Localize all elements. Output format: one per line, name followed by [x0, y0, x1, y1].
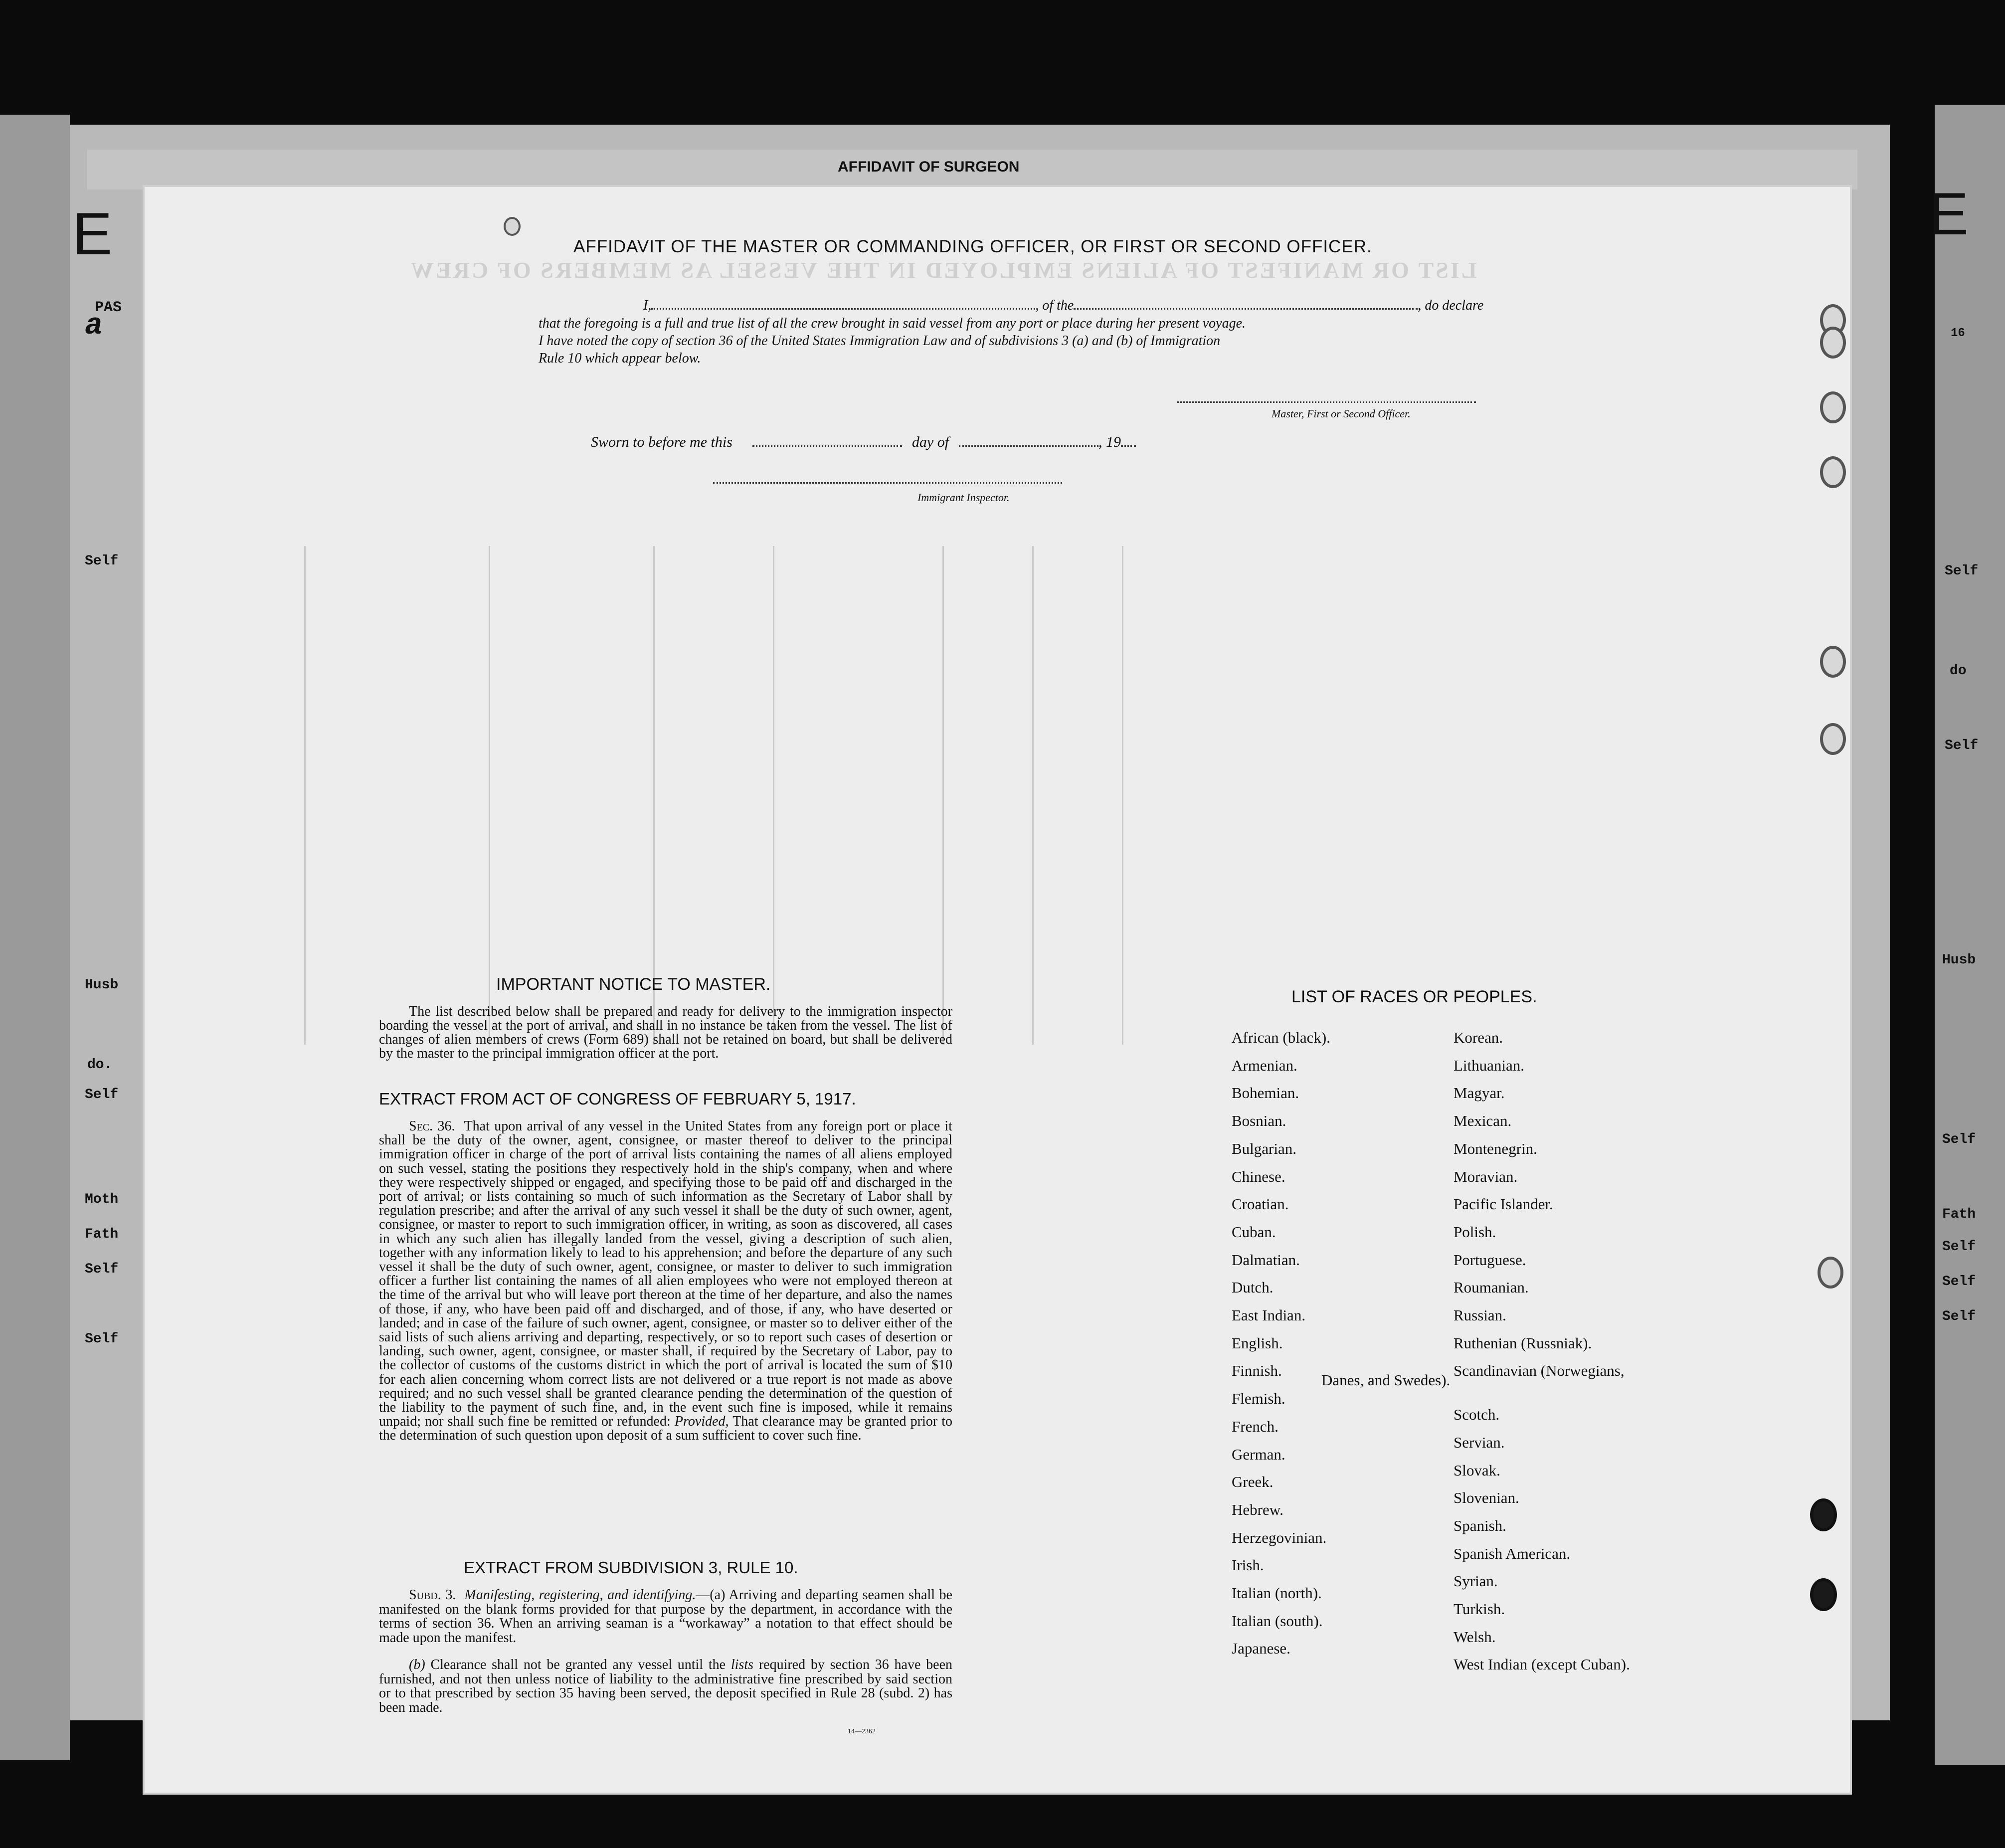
race-entry: Bosnian. — [1232, 1112, 1286, 1130]
extract-rule-title: EXTRACT FROM SUBDIVISION 3, RULE 10. — [464, 1558, 798, 1577]
affidavit-line-4: Rule 10 which appear below. — [539, 351, 701, 366]
left-fragment: Self — [85, 554, 119, 569]
right-fragment: do — [1950, 663, 1967, 679]
race-entry: Bohemian. — [1232, 1084, 1299, 1102]
race-entry: Cuban. — [1232, 1223, 1276, 1241]
race-entry: Chinese. — [1232, 1167, 1285, 1185]
para-b-text-2: required by section 36 have been furnished, and not then unless notice of liability to the administrative fine prescribed by said section or to that prescribed by section 35 having been served, the deposit specified in Rule 28 (subd. 2) has been made. — [379, 1657, 953, 1715]
sworn-year-field[interactable] — [1121, 445, 1136, 447]
race-entry: Dutch. — [1232, 1279, 1274, 1296]
left-fragment: Moth — [85, 1192, 119, 1207]
affidavit-surgeon-title: AFFIDAVIT OF SURGEON — [838, 159, 1020, 175]
extract-rule-para-b — [379, 1658, 952, 1715]
race-entry: Irish. — [1232, 1556, 1264, 1574]
affidavit-declaration-line — [593, 298, 1483, 314]
race-entry: Bulgarian. — [1232, 1139, 1296, 1157]
punch-hole — [1820, 646, 1846, 678]
race-entry: Greek. — [1232, 1473, 1274, 1491]
sworn-day-of: day of — [911, 434, 949, 450]
punch-hole — [1820, 327, 1846, 359]
race-entry: Polish. — [1454, 1223, 1496, 1241]
ghost-column-line — [1122, 546, 1123, 1045]
ghost-column-line — [653, 546, 655, 1045]
background-sheet-left — [0, 115, 70, 1760]
race-entry: Scandinavian (Norwegians, — [1454, 1362, 1625, 1380]
ghost-column-line — [773, 546, 774, 1045]
affidavit-do-declare: , do declare — [1418, 298, 1484, 313]
left-fragment: E — [72, 200, 113, 267]
punch-hole — [1818, 1257, 1843, 1289]
race-entry: Finnish. — [1232, 1362, 1282, 1380]
subd-heading: Manifesting, registering, and identifying. — [464, 1587, 696, 1603]
extract-act-title: EXTRACT FROM ACT OF CONGRESS OF FEBRUARY 5, 1917. — [379, 1090, 856, 1108]
punch-hole — [1820, 456, 1846, 488]
left-fragment: Self — [85, 1087, 119, 1103]
provided-word: Provided, — [674, 1414, 729, 1430]
sworn-text: Sworn to before me this — [591, 434, 732, 450]
subd-label: Subd. 3. — [409, 1587, 456, 1603]
race-entry: Japanese. — [1232, 1640, 1290, 1658]
master-signature-label: Master, First or Second Officer. — [1272, 407, 1411, 420]
extract-act-body — [379, 1119, 952, 1443]
race-entry: Slovak. — [1454, 1461, 1500, 1479]
left-fragment: do. — [87, 1057, 113, 1073]
affidavit-line-3: I have noted the copy of section 36 of the United States Immigration Law and of subdivisions 3 (a) and (b) of Immigration — [539, 333, 1221, 349]
race-entry: French. — [1232, 1417, 1278, 1435]
race-entry: Dalmatian. — [1232, 1251, 1300, 1269]
race-entry: Korean. — [1454, 1029, 1503, 1046]
main-document-page — [145, 187, 1850, 1793]
right-fragment: Self — [1942, 1239, 1976, 1255]
race-entry: Moravian. — [1454, 1167, 1518, 1185]
race-entry: Italian (north). — [1232, 1584, 1322, 1602]
race-entry: Magyar. — [1454, 1084, 1505, 1102]
race-entry: Spanish American. — [1454, 1544, 1571, 1562]
ghost-column-line — [304, 546, 306, 1045]
sworn-line — [591, 434, 1136, 451]
sec-36-text: That upon arrival of any vessel in the United States from any foreign port or place it shall be the duty of the owner, agent, consignee, or master thereof to deliver to the principal immigration officer in charge of the port of arrival lists containing the names of all aliens employed on such vessel, stating the positions they respectively hold in the ship's company, when and where they were respectively shipped or engaged, and specifying those to be paid off and discharged in the port of arrival; or lists containing so much of such information as the Secretary of Labor shall by regulation prescribe; and after the arrival of any such vessel it shall be the duty of such owner, agent, consignee, or master to report to such immigration officer, in writing, as soon as discovered, all cases in which any such alien has illegally landed from the vessel, giving a description of such alien, together with any information likely to lead to his apprehension; and before the departure of any such vessel it shall be the duty of such owner, agent, consignee, or master to deliver to such immigration officer a further list containing the names of all alien employees who were not employed thereon at the time of the arrival but who will leave port thereon at the time of her departure, and also the names of those, if any, who have been paid off and discharged, and of those, if any, who have deserted or landed; and in case of the failure of such owner, agent, consignee, or master so to deliver either of the said lists of such aliens arriving and departing, respectively, or so to report such cases of desertion or landing, such owner, agent, consignee, or master shall, if required by the Secretary of Labor, pay to the collector of customs of the customs district in which the port of arrival is located the sum of $10 for each alien concerning whom correct lists are not delivered or a true report is not made as above required; and no such vessel shall be granted clearance pending the determination of the question of the liability to the payment of such fine, and, in the event such fine is imposed, while it remains unpaid; nor shall such fine be remitted or refunded: — [379, 1118, 952, 1430]
affidavit-of-the: , of the — [1035, 298, 1074, 313]
left-fragment: Self — [85, 1262, 119, 1277]
left-fragment: a — [85, 309, 103, 343]
right-fragment: Self — [1945, 738, 1979, 753]
inspector-signature-label: Immigrant Inspector. — [917, 491, 1010, 504]
notice-body: The list described below shall be prepared and ready for delivery to the immigration inspector boarding the vessel at the port of arrival, and shall in no instance be taken from the vessel. The list of changes of alien members of crews (Form 689) shall not be retained on board, but shall be delivered by the master to the principal immigration officer at the port. — [379, 1004, 952, 1061]
para-b-label: (b) — [409, 1657, 425, 1672]
right-fragment: Self — [1945, 563, 1979, 579]
race-entry: Hebrew. — [1232, 1500, 1283, 1518]
race-entry: West Indian (except Cuban). — [1454, 1656, 1630, 1673]
subd-para-a: —(a) Arriving and departing seamen shall be manifested on the blank forms provided for that purpose by the department, in accordance with the terms of section 36. When an arriving seaman is a “workaway” a notation to that effect should be made upon the manifest. — [379, 1587, 952, 1646]
race-entry-continuation: Danes, and Swedes). — [1321, 1371, 1451, 1389]
left-fragment: Fath — [85, 1227, 119, 1242]
race-entry: Ruthenian (Russniak). — [1454, 1334, 1592, 1352]
race-entry: Montenegrin. — [1454, 1139, 1537, 1157]
inspector-signature-line[interactable] — [713, 482, 1062, 484]
right-fragment: Self — [1942, 1274, 1976, 1290]
vessel-name-field[interactable] — [1074, 308, 1418, 310]
master-signature-line[interactable] — [1177, 401, 1476, 403]
punch-hole — [1820, 723, 1846, 755]
sworn-month-field[interactable] — [959, 445, 1098, 447]
right-fragment: 16 — [1951, 327, 1965, 340]
race-entry: Italian (south). — [1232, 1612, 1323, 1630]
bleed-through-title: LIST OR MANIFEST OF ALIENS EMPLOYED IN THE VESSEL AS MEMBERS OF CREW — [409, 257, 1477, 283]
sec-36-label: Sec. 36. — [409, 1118, 455, 1134]
extract-rule-para-a — [379, 1588, 952, 1645]
notice-title: IMPORTANT NOTICE TO MASTER. — [496, 975, 771, 994]
ghost-column-line — [489, 546, 490, 1045]
race-entry: Servian. — [1454, 1433, 1505, 1451]
race-entry: Russian. — [1454, 1306, 1506, 1324]
race-entry: German. — [1232, 1445, 1285, 1463]
punch-hole — [1820, 391, 1846, 423]
races-title: LIST OF RACES OR PEOPLES. — [1291, 987, 1537, 1006]
ghost-column-line — [1032, 546, 1034, 1045]
sworn-day-field[interactable] — [752, 445, 902, 447]
race-entry: Herzegovinian. — [1232, 1528, 1327, 1546]
race-entry: Croatian. — [1232, 1195, 1289, 1213]
sworn-year: , 19 — [1098, 434, 1121, 450]
race-entry: Welsh. — [1454, 1628, 1496, 1646]
race-entry: Flemish. — [1232, 1390, 1285, 1408]
right-fragment: E — [1929, 181, 1969, 247]
punch-hole — [504, 217, 521, 236]
race-entry: Roumanian. — [1454, 1279, 1529, 1296]
race-entry: African (black). — [1232, 1029, 1330, 1046]
para-b-text-1: Clearance shall not be granted any vessel until the — [430, 1657, 726, 1672]
race-entry: Syrian. — [1454, 1572, 1498, 1590]
ghost-column-line — [942, 546, 944, 1045]
race-entry: Turkish. — [1454, 1600, 1505, 1618]
race-entry: Lithuanian. — [1454, 1056, 1525, 1074]
race-entry: Slovenian. — [1454, 1489, 1519, 1507]
affidavit-line-2: that the foregoing is a full and true list of all the crew brought in said vessel from any port or place during her present voyage. — [539, 316, 1246, 331]
right-fragment: Fath — [1942, 1207, 1976, 1222]
race-entry: Spanish. — [1454, 1516, 1506, 1534]
affidavit-i: I, — [643, 298, 652, 313]
race-entry: East Indian. — [1232, 1306, 1306, 1324]
punch-hole — [1810, 1498, 1837, 1531]
form-number: 14—2362 — [848, 1728, 876, 1735]
race-entry: Mexican. — [1454, 1112, 1512, 1130]
punch-hole — [1810, 1578, 1837, 1611]
race-entry: Pacific Islander. — [1454, 1195, 1553, 1213]
background-sheet-right — [1935, 105, 2005, 1765]
sec-36-end: That clearance may be granted prior to the determination of such question upon deposit of a sum sufficient to cover such fine. — [379, 1414, 953, 1444]
master-name-field[interactable] — [651, 308, 1035, 310]
affidavit-title: AFFIDAVIT OF THE MASTER OR COMMANDING OFFICER, OR FIRST OR SECOND OFFICER. — [573, 237, 1372, 256]
right-fragment: Self — [1942, 1309, 1976, 1324]
race-entry: Portuguese. — [1454, 1251, 1526, 1269]
right-fragment: Self — [1942, 1132, 1976, 1147]
race-entry: Armenian. — [1232, 1056, 1297, 1074]
race-entry: English. — [1232, 1334, 1283, 1352]
left-fragment: Husb — [85, 977, 119, 993]
left-fragment: Self — [85, 1331, 119, 1347]
right-fragment: Husb — [1942, 952, 1976, 968]
para-b-lists: lists — [730, 1657, 754, 1672]
left-fragment: PAS — [95, 299, 122, 316]
race-entry: Scotch. — [1454, 1406, 1500, 1424]
